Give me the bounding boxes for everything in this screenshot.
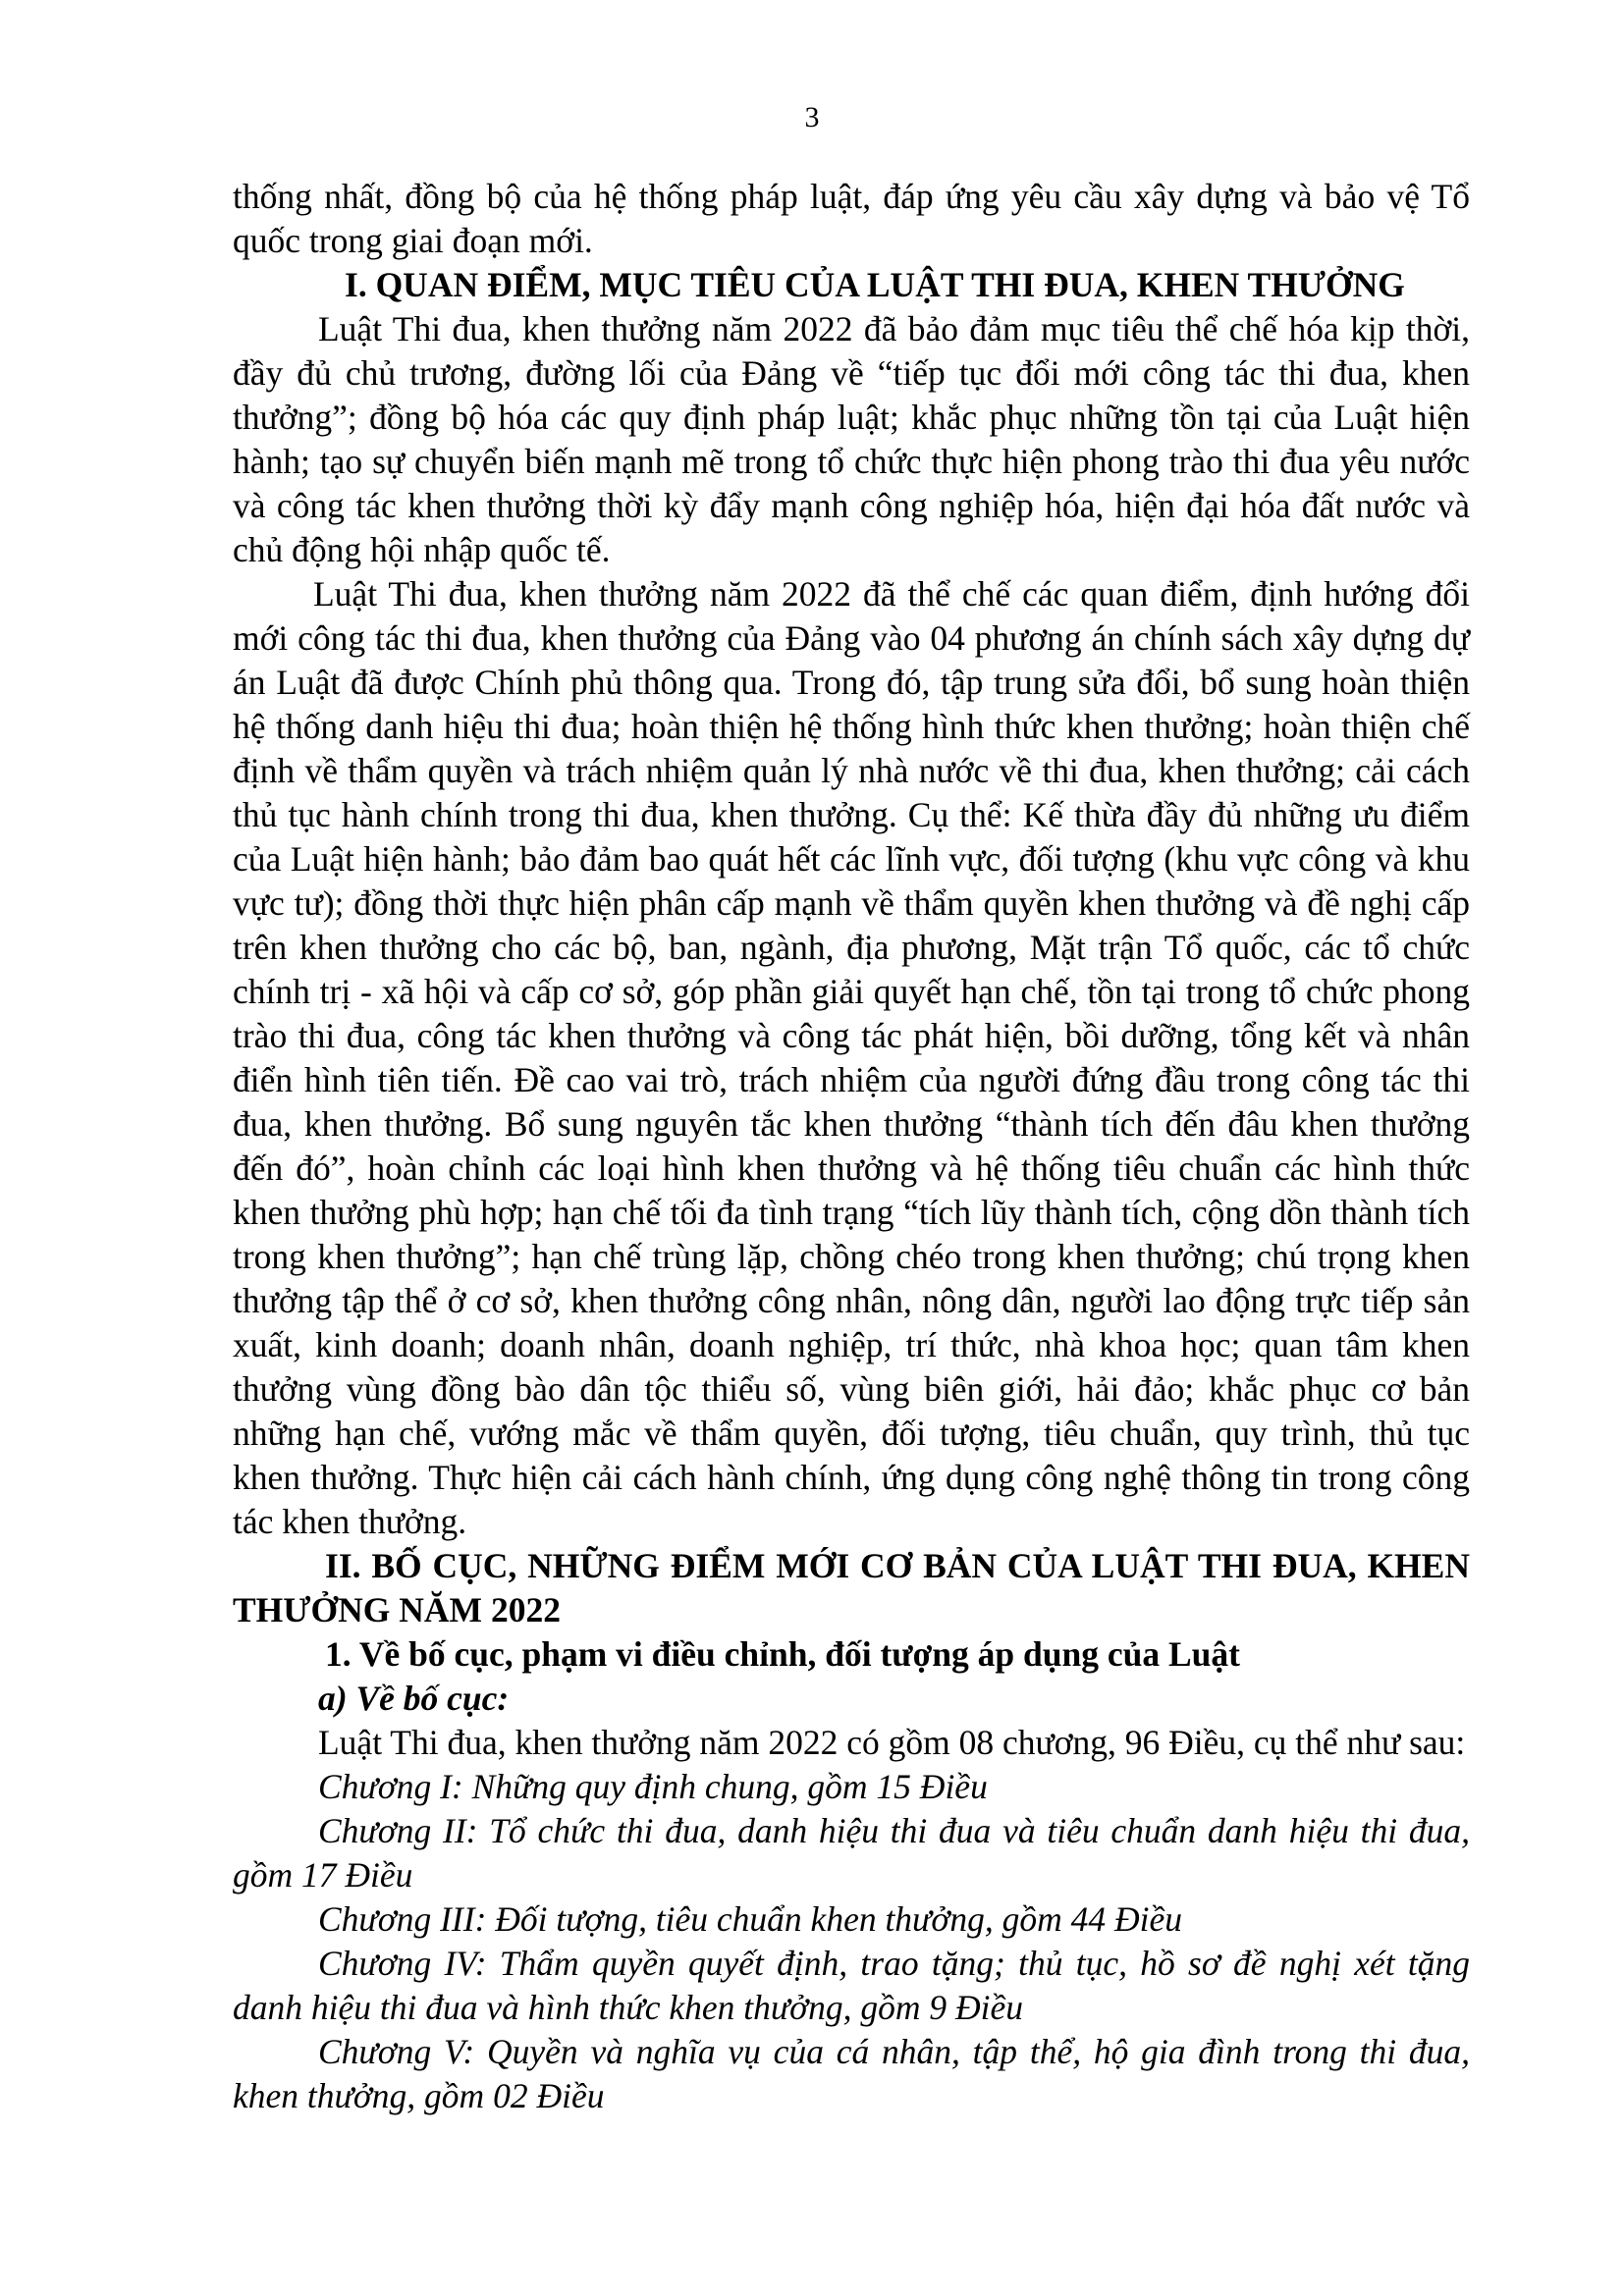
chapter-1-item: Chương I: Những quy định chung, gồm 15 Điều	[318, 1767, 988, 1806]
paragraph-layout-summary: Luật Thi đua, khen thưởng năm 2022 có gồm 08 chương, 96 Điều, cụ thể như sau:	[318, 1723, 1466, 1762]
chapter-5-item: Chương V: Quyền và nghĩa vụ của cá nhân, tập thể, hộ gia đình trong thi đua, khen thưởng, gồm 02 Điều	[233, 2032, 1470, 2115]
paragraph-continuation: thống nhất, đồng bộ của hệ thống pháp luật, đáp ứng yêu cầu xây dựng và bảo vệ Tổ quốc trong giai đoạn mới.	[233, 177, 1470, 260]
section-heading-1: I. QUAN ĐIỂM, MỤC TIÊU CỦA LUẬT THI ĐUA, KHEN THƯỞNG	[345, 265, 1405, 304]
section-heading-2: II. BỐ CỤC, NHỮNG ĐIỂM MỚI CƠ BẢN CỦA LUẬT THI ĐUA, KHEN THƯỞNG NĂM 2022	[233, 1546, 1470, 1629]
paragraph-policies: Luật Thi đua, khen thưởng năm 2022 đã thể chế các quan điểm, định hướng đổi mới công tác thi đua, khen thưởng của Đảng vào 04 phương án chính sách xây dựng dự án Luật đã được Chính phủ thông qua. Trong đó, tập trung sửa đổi, bổ sung hoàn thiện hệ thống danh hiệu thi đua; hoàn thiện hệ thống hình thức khen thưởng; hoàn thiện chế định về thẩm quyền và trách nhiệm quản lý nhà nước về thi đua, khen thưởng; cải cách thủ tục hành chính trong thi đua, khen thưởng. Cụ thể: Kế thừa đầy đủ những ưu điểm của Luật hiện hành; bảo đảm bao quát hết các lĩnh vực, đối tượng (khu vực công và khu vực tư); đồng thời thực hiện phân cấp mạnh về thẩm quyền khen thưởng và đề nghị cấp trên khen thưởng cho các bộ, ban, ngành, địa phương, Mặt trận Tổ quốc, các tổ chức chính trị - xã hội và cấp cơ sở, góp phần giải quyết hạn chế, tồn tại trong tổ chức phong trào thi đua, công tác khen thưởng và công tác phát hiện, bồi dưỡng, tổng kết và nhân điển hình tiên tiến. Đề cao vai trò, trách nhiệm của người đứng đầu trong công tác thi đua, khen thưởng. Bổ sung nguyên tắc khen thưởng “thành tích đến đâu khen thưởng đến đó”, hoàn chỉnh các loại hình khen thưởng và hệ thống tiêu chuẩn các hình thức khen thưởng phù hợp; hạn chế tối đa tình trạng “tích lũy thành tích, cộng dồn thành tích trong khen thưởng”; hạn chế trùng lặp, chồng chéo trong khen thưởng; chú trọng khen thưởng tập thể ở cơ sở, khen thưởng công nhân, nông dân, người lao động trực tiếp sản xuất, kinh doanh; doanh nhân, doanh nghiệp, trí thức, nhà khoa học; quan tâm khen thưởng vùng đồng bào dân tộc thiểu số, vùng biên giới, hải đảo; khắc phục cơ bản những hạn chế, vướng mắc về thẩm quyền, đối tượng, tiêu chuẩn, quy trình, thủ tục khen thưởng. Thực hiện cải cách hành chính, ứng dụng công nghệ thông tin trong công tác khen thưởng.	[233, 574, 1470, 1541]
paragraph-objectives: Luật Thi đua, khen thưởng năm 2022 đã bảo đảm mục tiêu thể chế hóa kịp thời, đầy đủ chủ trương, đường lối của Đảng về “tiếp tục đổi mới công tác thi đua, khen thưởng”; đồng bộ hóa các quy định pháp luật; khắc phục những tồn tại của Luật hiện hành; tạo sự chuyển biến mạnh mẽ trong tổ chức thực hiện phong trào thi đua yêu nước và công tác khen thưởng thời kỳ đẩy mạnh công nghiệp hóa, hiện đại hóa đất nước và chủ động hội nhập quốc tế.	[233, 309, 1470, 569]
page-number: 3	[804, 101, 820, 133]
chapter-2-item: Chương II: Tổ chức thi đua, danh hiệu thi đua và tiêu chuẩn danh hiệu thi đua, gồm 17 Điều	[233, 1811, 1470, 1895]
subsection-a-heading: a) Về bố cục:	[318, 1679, 510, 1718]
subsection-heading-1: 1. Về bố cục, phạm vi điều chỉnh, đối tượng áp dụng của Luật	[325, 1634, 1240, 1674]
chapter-3-item: Chương III: Đối tượng, tiêu chuẩn khen thưởng, gồm 44 Điều	[318, 1899, 1183, 1939]
chapter-4-item: Chương IV: Thẩm quyền quyết định, trao tặng; thủ tục, hồ sơ đề nghị xét tặng danh hiệu thi đua và hình thức khen thưởng, gồm 9 Điều	[233, 1944, 1470, 2027]
document-body	[233, 175, 1470, 2118]
